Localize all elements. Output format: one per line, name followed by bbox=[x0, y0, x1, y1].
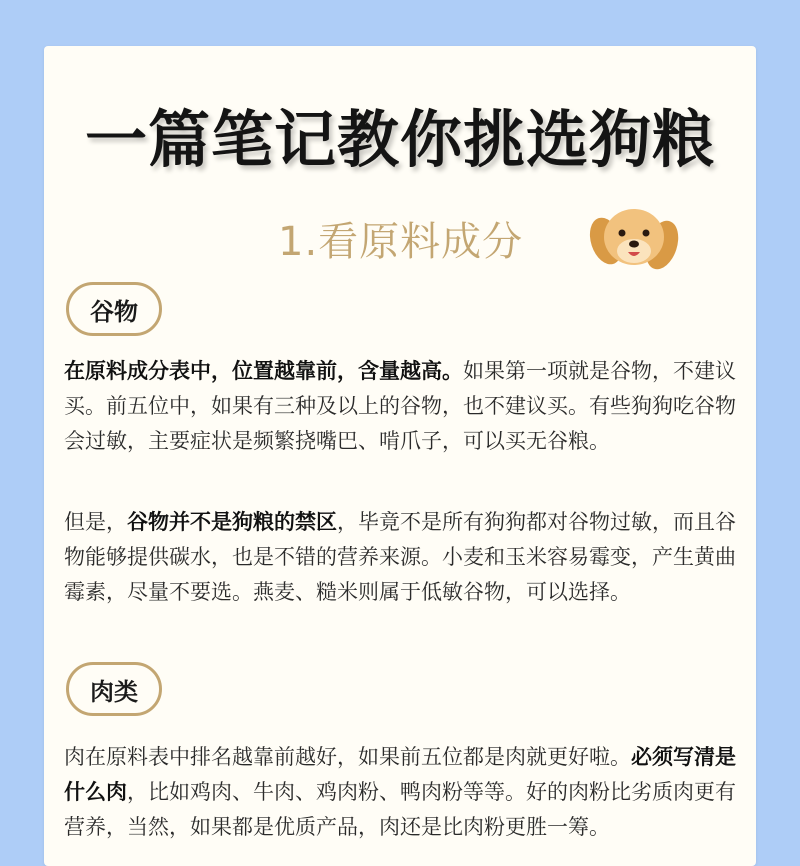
grains-p2-text: ，毕竟不是所有狗狗都对谷物过敏，而且谷物能够提供碳水，也是不错的营养来源。小麦和玉米容易霉变，产生黄曲霉素，尽量不要选。燕麦、糙米则属于低敏谷物，可以选择。 bbox=[64, 510, 736, 604]
section-heading bbox=[278, 210, 523, 267]
grains-p2-bold: 谷物并不是狗粮的禁区 bbox=[127, 510, 337, 534]
section-heading-text: 看原料成分 bbox=[318, 219, 524, 265]
section-number: 1. bbox=[278, 219, 319, 265]
dog-face-icon bbox=[588, 205, 680, 281]
page-title: 一篇笔记教你挑选狗粮 bbox=[84, 103, 715, 176]
meat-p1-text: ，比如鸡肉、牛肉、鸡肉粉、鸭肉粉等等。好的肉粉比劣质肉更有营养，当然，如果都是优质产品，肉还是比肉粉更胜一筹。 bbox=[64, 780, 736, 839]
meat-p1-lead: 肉在原料表中排名越靠前越好，如果前五位都是肉就更好啦。 bbox=[64, 745, 631, 769]
grains-paragraph-2 bbox=[64, 505, 744, 610]
meat-p1-bold: 必须写清是什么肉 bbox=[64, 745, 736, 804]
grains-paragraph-1 bbox=[64, 354, 744, 459]
grains-p2-pre: 但是， bbox=[64, 510, 127, 534]
grains-p1-text: 如果第一项就是谷物，不建议买。前五位中，如果有三种及以上的谷物，也不建议买。有些狗狗吃谷物会过敏，主要症状是频繁挠嘴巴、啃爪子，可以买无谷粮。 bbox=[64, 359, 736, 453]
grains-label: 谷物 bbox=[66, 282, 162, 336]
meat-label: 肉类 bbox=[66, 662, 162, 716]
grains-p1-bold: 在原料成分表中，位置越靠前，含量越高。 bbox=[64, 359, 463, 383]
meat-paragraph-1 bbox=[64, 740, 744, 845]
